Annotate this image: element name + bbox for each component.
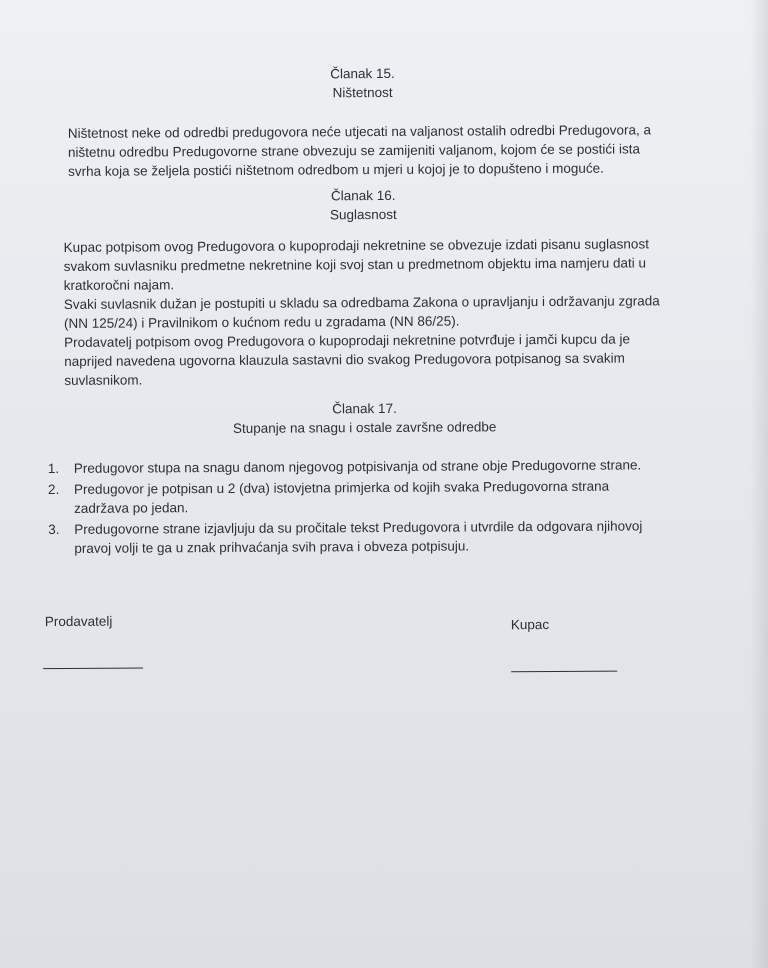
list-number: 1. (47, 460, 60, 477)
final-provisions-list (48, 455, 709, 560)
text-line: naprijed navedena ugovorna klauzula sastavni dio svakog Predugovora potpisanog sa svakim (64, 350, 625, 369)
text-line: (NN 125/24) i Pravilnikom o kućnom redu u zgradama (NN 86/25). (63, 313, 460, 331)
text-line: kratkoročni najam. (63, 277, 175, 293)
text-line: Predugovor je potpisan u 2 (dva) istovjetna primjerka od kojih svaka Predugovorna strana (73, 478, 610, 497)
article-16-number: Članak 16. (330, 187, 396, 204)
seller-signature-label: Prodavatelj (44, 613, 113, 630)
article-16-title: Suglasnost (329, 206, 397, 223)
text-line: ništetnu odredbu Predugovorne strane obvezuju se zamijeniti valjanom, kojom će se postići ista (67, 141, 641, 160)
text-line: Predugovorne strane izjavljuju da su pročitale tekst Predugovora i utvrdile da odgovara njihovoj (74, 518, 643, 537)
text-line: svakom suvlasniku predmetne nekretnine koji svoj stan u predmetnom objektu ima namjeru dati u (63, 255, 646, 274)
article-16-paragraph (63, 234, 674, 390)
text-line: svrha koja se željela postići ništetnom odredbom u mjeri u kojoj je to dopušteno i moguće. (68, 160, 604, 179)
text-line: Ništetnost neke od odredbi predugovora neće utjecati na valjanost ostalih odredbi Predugovora, a (67, 122, 652, 141)
list-item (48, 455, 708, 478)
list-item (48, 516, 708, 558)
buyer-signature-label: Kupac (510, 616, 550, 633)
text-line: Prodavatelj potpisom ovog Predugovora o kupoprodaji nekretnine potvrđuje i jamči kupcu da je (64, 331, 631, 350)
list-item (48, 476, 708, 518)
article-15-number: Članak 15. (330, 65, 395, 82)
text-line: Svaki suvlasnik dužan je postupiti u skladu sa odredbama Zakona o upravljanju i održavanju zgrada (63, 293, 660, 312)
text-line: pravoj volji te ga u znak prihvaćanja svih prava i obveza potpisuju. (74, 538, 470, 556)
text-line: suvlasnikom. (64, 372, 143, 388)
list-number: 2. (47, 481, 60, 498)
text-line: Predugovor stupa na snagu danom njegovog potpisivanja od strane obje Predugovorne strane. (73, 457, 642, 476)
seller-signature-line (43, 667, 143, 669)
list-number: 3. (48, 521, 60, 538)
text-line: zadržava po jedan. (74, 500, 189, 516)
article-15-paragraph (67, 120, 652, 180)
article-17-title: Stupanje na snagu i ostale završne odredbe (232, 419, 497, 436)
article-17-number: Članak 17. (332, 400, 397, 417)
text-line: Kupac potpisom ovog Predugovora o kupoprodaji nekretnine se obvezuje izdati pisanu suglasnost (63, 236, 649, 255)
buyer-signature-line (511, 671, 617, 673)
article-15-title: Ništetnost (332, 84, 393, 101)
